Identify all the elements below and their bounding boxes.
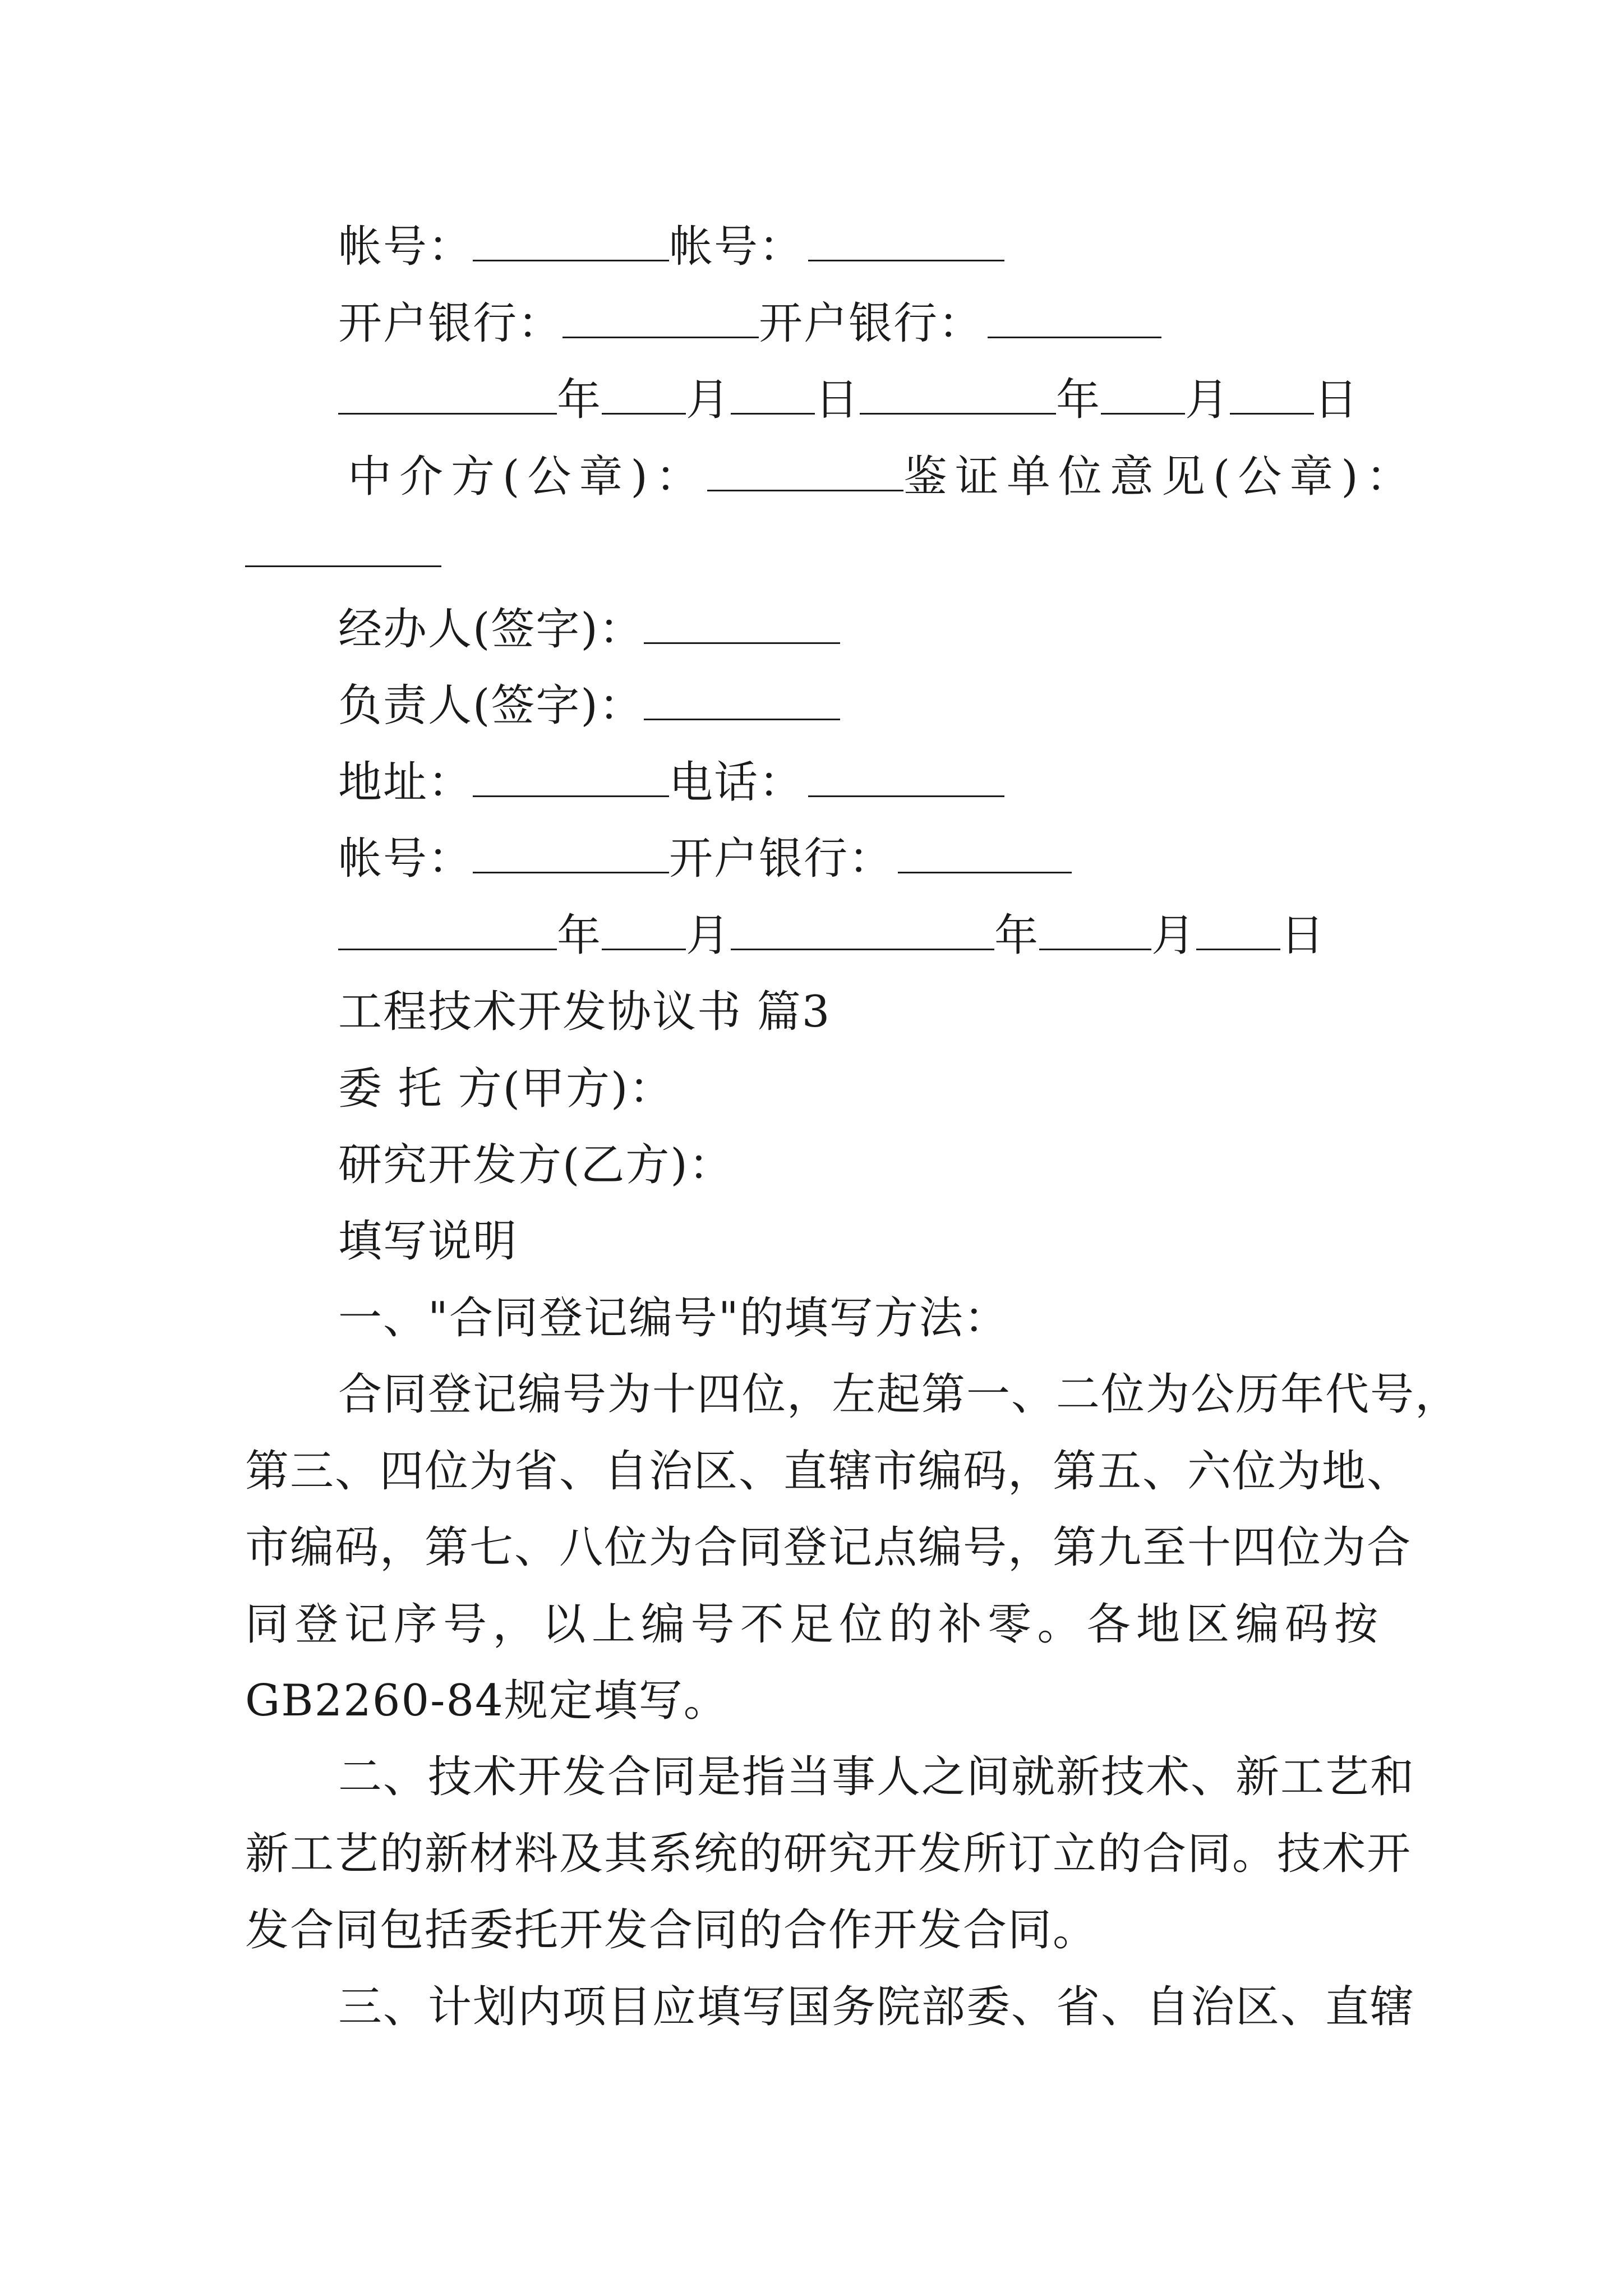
account-label: 帐号： <box>338 834 473 884</box>
day-label: 日 <box>1280 910 1326 961</box>
principal-blank[interactable] <box>644 679 840 720</box>
paragraph-2-line-2: 新工艺的新材料及其系统的研究开发所订立的合同。技术开 <box>245 1829 1412 1879</box>
phone-label: 电话： <box>669 757 804 808</box>
day-blank[interactable] <box>731 374 815 415</box>
month-blank[interactable] <box>602 374 686 415</box>
bank-blank[interactable] <box>898 832 1072 873</box>
address-blank[interactable] <box>473 756 669 797</box>
paragraph-1-line-3: 市编码，第七、八位为合同登记点编号，第九至十四位为合 <box>245 1522 1412 1573</box>
month-label: 月 <box>1185 375 1230 425</box>
paragraph-3-line-1: 三、计划内项目应填写国务院部委、省、自治区、直辖 <box>338 1982 1415 2032</box>
month-label: 月 <box>1151 910 1197 961</box>
month-blank[interactable] <box>1101 374 1185 415</box>
phone-blank[interactable] <box>808 756 1004 797</box>
date-row-1 <box>338 372 1359 428</box>
bank-blank[interactable] <box>988 297 1161 338</box>
paragraph-1-line-4: 同登记序号，以上编号不足位的补零。各地区编码按 <box>245 1599 1379 1650</box>
day-blank[interactable] <box>1230 374 1314 415</box>
address-label: 地址： <box>338 757 473 808</box>
instructions-heading: 填写说明 <box>338 1216 518 1267</box>
year-label: 年 <box>994 910 1040 961</box>
day-label: 日 <box>1314 375 1359 425</box>
intermediary-label: 中介方(公章)： <box>348 452 707 502</box>
paragraph-1-line-2: 第三、四位为省、自治区、直辖市编码，第五、六位为地、 <box>245 1446 1412 1497</box>
year-label: 年 <box>1056 375 1101 425</box>
paragraph-1-line-5: GB2260-84规定填写。 <box>245 1676 728 1726</box>
day-label: 日 <box>815 375 860 425</box>
account-row-1 <box>338 219 1004 275</box>
bank-label: 开户银行： <box>759 298 984 349</box>
principal-row <box>338 678 840 734</box>
appraisal-blank-row <box>245 524 441 581</box>
account-blank[interactable] <box>473 832 669 873</box>
bank-row-1 <box>338 296 1161 352</box>
appraisal-blank[interactable] <box>245 526 441 567</box>
account-label: 帐号： <box>669 222 804 272</box>
day-blank[interactable] <box>1196 909 1280 950</box>
handler-blank[interactable] <box>644 603 840 644</box>
date-row-2 <box>338 908 1325 964</box>
paragraph-2-line-1: 二、技术开发合同是指当事人之间就新技术、新工艺和 <box>338 1752 1415 1802</box>
day-blank[interactable] <box>731 909 994 950</box>
bank-label: 开户银行： <box>338 298 563 349</box>
month-label: 月 <box>686 910 731 961</box>
bank-blank[interactable] <box>562 297 759 338</box>
section-title: 工程技术开发协议书 篇3 <box>338 987 831 1037</box>
account-blank[interactable] <box>473 220 669 261</box>
handler-row <box>338 601 840 657</box>
party-b-label: 研究开发方(乙方)： <box>338 1140 734 1190</box>
month-blank[interactable] <box>602 909 686 950</box>
account-blank[interactable] <box>808 220 1004 261</box>
year-blank[interactable] <box>338 374 557 415</box>
paragraph-2-line-3: 发合同包括委托开发合同的合作开发合同。 <box>245 1905 1098 1955</box>
year-blank[interactable] <box>860 374 1056 415</box>
year-blank[interactable] <box>338 909 557 950</box>
paragraph-1-line-1: 合同登记编号为十四位，左起第一、二位为公历年代号， <box>338 1369 1460 1420</box>
account-label: 帐号： <box>338 222 473 272</box>
account-row-2 <box>338 831 1072 887</box>
year-label: 年 <box>557 910 602 961</box>
appraisal-label: 鉴证单位意见(公章)： <box>903 452 1418 502</box>
intermediary-blank[interactable] <box>707 450 903 491</box>
item1-heading: 一、"合同登记编号"的填写方法： <box>338 1293 1009 1343</box>
party-a-label: 委 托 方(甲方)： <box>338 1064 674 1114</box>
handler-label: 经办人(签字)： <box>338 604 644 655</box>
principal-label: 负责人(签字)： <box>338 680 644 731</box>
month-label: 月 <box>686 375 731 425</box>
month-blank[interactable] <box>1039 909 1151 950</box>
address-row <box>338 754 1004 811</box>
bank-label: 开户银行： <box>669 834 894 884</box>
intermediary-row <box>348 449 1418 505</box>
year-label: 年 <box>557 375 602 425</box>
